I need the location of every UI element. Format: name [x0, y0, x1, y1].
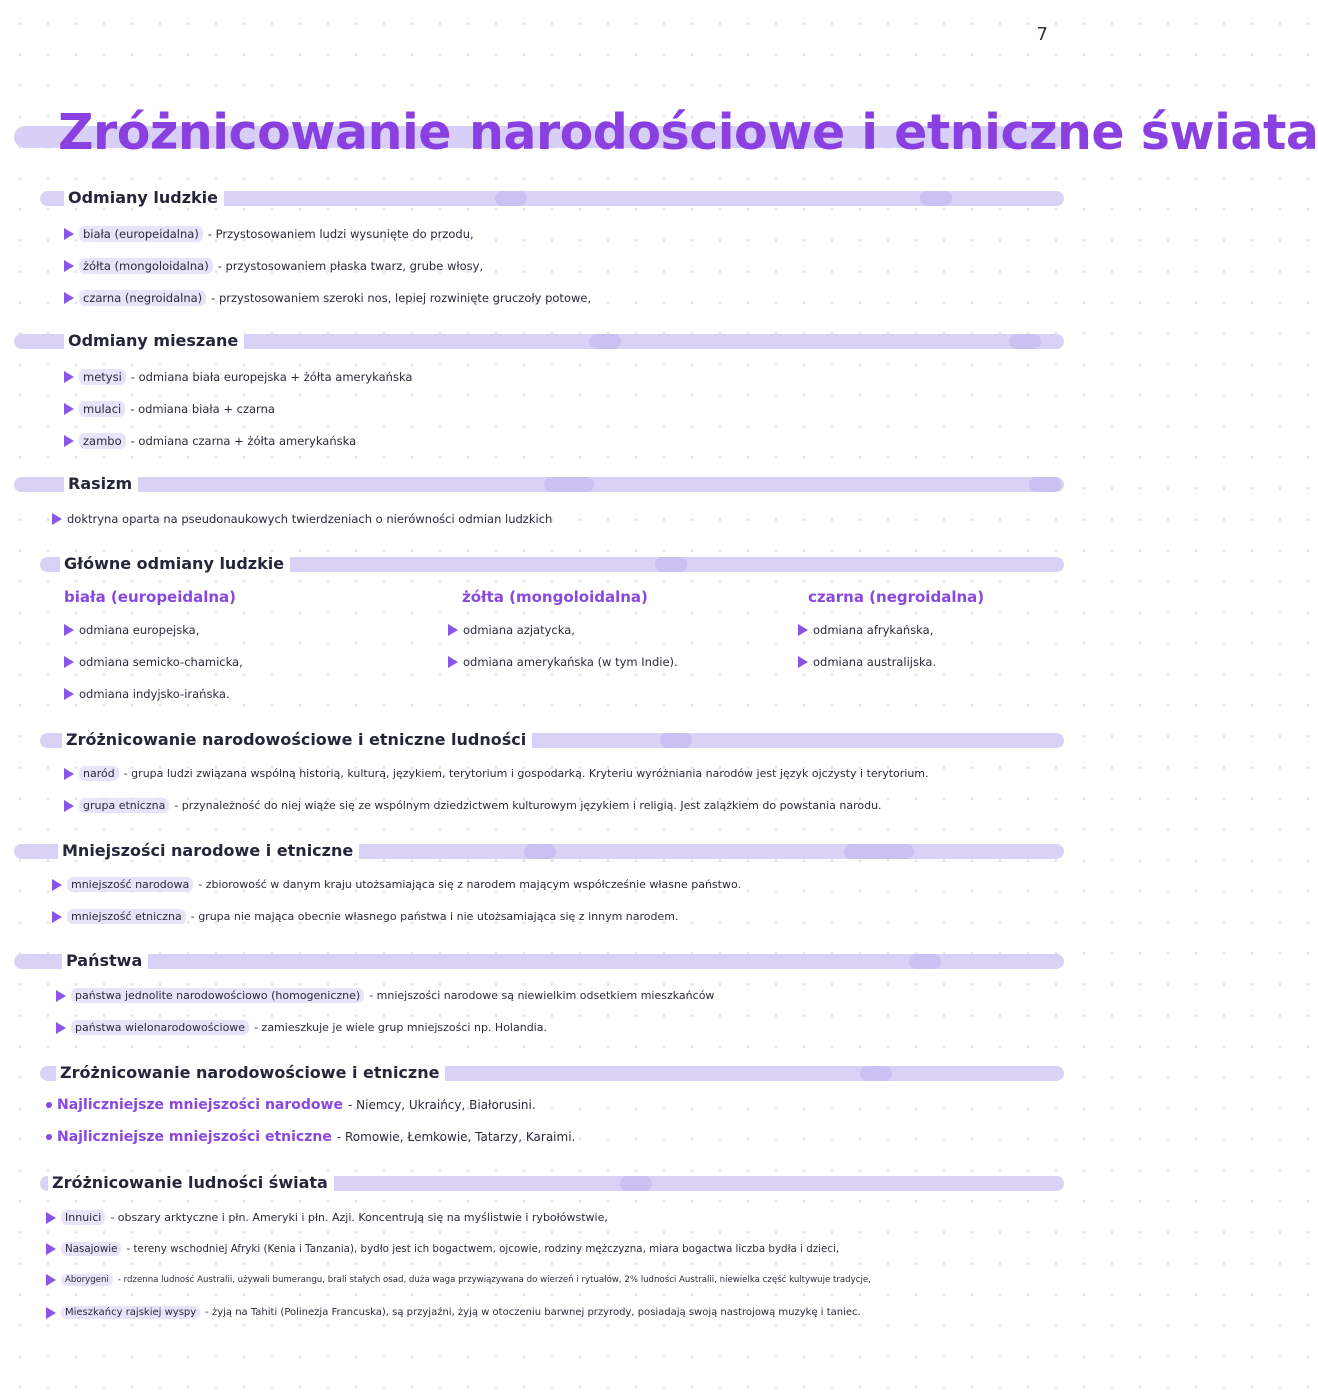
section-title-mniejszosci: Mniejszości narodowe i etniczne [58, 841, 359, 860]
page-title-word-1: Zróżnicowanie [58, 104, 452, 161]
bullet-triangle-icon [64, 435, 74, 447]
section-band [14, 954, 1064, 969]
section-title-odmiany-ludzkie: Odmiany ludzkie [64, 188, 224, 207]
bullet-triangle-icon [64, 656, 74, 668]
bullet-dot-icon [46, 1102, 52, 1108]
section-band [14, 477, 1064, 492]
section-title-zroznicowanie-narodowosciowe: Zróżnicowanie narodowościowe i etniczne [56, 1063, 445, 1082]
list-item: grupa etniczna - przynależność do niej wiąże się ze wspólnym dziedzictwem kulturowym językiem i religią. Jest zalążkiem do powstania narodu. [64, 798, 882, 813]
list-item: państwa wielonarodowościowe - zamieszkuje je wiele grup mniejszości np. Holandia. [56, 1020, 547, 1035]
section-title-zroznicowanie-swiata: Zróżnicowanie ludności świata [48, 1173, 334, 1192]
list-item: Najliczniejsze mniejszości etniczne - Romowie, Łemkowie, Tatarzy, Karaimi. [46, 1129, 575, 1145]
page-number: 7 [1036, 24, 1048, 45]
bullet-triangle-icon [64, 800, 74, 812]
bullet-triangle-icon [56, 990, 66, 1002]
bullet-triangle-icon [46, 1307, 56, 1319]
bullet-triangle-icon [52, 879, 62, 891]
list-item: Najliczniejsze mniejszości narodowe - Niemcy, Ukraińcy, Białorusini. [46, 1097, 536, 1113]
list-item: zambo - odmiana czarna + żółta amerykańska [64, 433, 356, 449]
bullet-triangle-icon [798, 624, 808, 636]
bullet-triangle-icon [448, 656, 458, 668]
bullet-triangle-icon [64, 768, 74, 780]
column-heading: żółta (mongoloidalna) [462, 588, 648, 606]
bullet-triangle-icon [52, 911, 62, 923]
list-item: odmiana azjatycka, [448, 623, 575, 637]
list-item: mulaci - odmiana biała + czarna [64, 401, 275, 417]
bullet-triangle-icon [64, 624, 74, 636]
list-item: żółta (mongoloidalna) - przystosowaniem płaska twarz, grube włosy, [64, 258, 483, 274]
bullet-triangle-icon [798, 656, 808, 668]
list-item: mniejszość etniczna - grupa nie mająca obecnie własnego państwa i nie utożsamiająca się z innym narodem. [52, 909, 679, 924]
list-item: doktryna oparta na pseudonaukowych twierdzeniach o nierówności odmian ludzkich [52, 512, 552, 526]
bullet-triangle-icon [64, 260, 74, 272]
bullet-triangle-icon [64, 292, 74, 304]
bullet-triangle-icon [46, 1243, 56, 1255]
bullet-triangle-icon [46, 1274, 56, 1286]
list-item: biała (europeidalna) - Przystosowaniem ludzi wysunięte do przodu, [64, 226, 474, 242]
list-item: odmiana indyjsko-irańska. [64, 687, 230, 701]
page-title-rest: narodościowe i etniczne świata [469, 104, 1318, 161]
bullet-dot-icon [46, 1134, 52, 1140]
bullet-triangle-icon [448, 624, 458, 636]
section-title-zroznicowanie-ludnosci: Zróżnicowanie narodowościowe i etniczne ludności [62, 730, 532, 749]
page-title [58, 104, 1318, 161]
list-item: odmiana semicko-chamicka, [64, 655, 243, 669]
column-heading: czarna (negroidalna) [808, 588, 985, 606]
list-item: odmiana australijska. [798, 655, 936, 669]
section-title-panstwa: Państwa [62, 951, 148, 970]
bullet-triangle-icon [64, 688, 74, 700]
list-item: odmiana europejska, [64, 623, 199, 637]
bullet-triangle-icon [52, 513, 62, 525]
bullet-triangle-icon [56, 1022, 66, 1034]
list-item: państwa jednolite narodowościowo (homogeniczne) - mniejszości narodowe są niewielkim odsetkiem mieszkańców [56, 988, 714, 1003]
list-item: metysi - odmiana biała europejska + żółta amerykańska [64, 369, 412, 385]
list-item: Nasajowie - tereny wschodniej Afryki (Kenia i Tanzania), bydło jest ich bogactwem, ojcowie, rodziny mężczyzna, miara bogactwa liczba bydła i dzieci, [46, 1242, 839, 1256]
list-item: czarna (negroidalna) - przystosowaniem szeroki nos, lepiej rozwinięte gruczoły potowe, [64, 290, 591, 306]
list-item: odmiana afrykańska, [798, 623, 933, 637]
list-item: Aborygeni - rdzenna ludność Australii, używali bumerangu, brali stałych osad, duża waga przywiązywana do wierzeń i rytuałów, 2% ludności Australii, niewielka część kultywuje tradycje, [46, 1274, 871, 1286]
bullet-triangle-icon [64, 403, 74, 415]
list-item: Innuici - obszary arktyczne i płn. Ameryki i płn. Azji. Koncentrują się na myślistwie i rybołówstwie, [46, 1210, 608, 1225]
bullet-triangle-icon [64, 371, 74, 383]
section-title-odmiany-mieszane: Odmiany mieszane [64, 331, 244, 350]
column-heading: biała (europeidalna) [64, 588, 237, 606]
bullet-triangle-icon [64, 228, 74, 240]
section-title-glowne-odmiany: Główne odmiany ludzkie [60, 554, 290, 573]
list-item: odmiana amerykańska (w tym Indie). [448, 655, 678, 669]
section-title-rasizm: Rasizm [64, 474, 138, 493]
list-item: Mieszkańcy rajskiej wyspy - żyją na Tahiti (Polinezja Francuska), są przyjaźni, żyją w otoczeniu barwnej przyrody, posiadają swoją nastrojową muzykę i taniec. [46, 1306, 861, 1319]
list-item: mniejszość narodowa - zbiorowość w danym kraju utożsamiająca się z narodem mającym współcześnie własne państwo. [52, 877, 741, 892]
bullet-triangle-icon [46, 1212, 56, 1224]
list-item: naród - grupa ludzi związana wspólną historią, kulturą, językiem, terytorium i gospodarką. Kryteriu wyróżniania narodów jest język ojczysty i terytorium. [64, 766, 929, 781]
